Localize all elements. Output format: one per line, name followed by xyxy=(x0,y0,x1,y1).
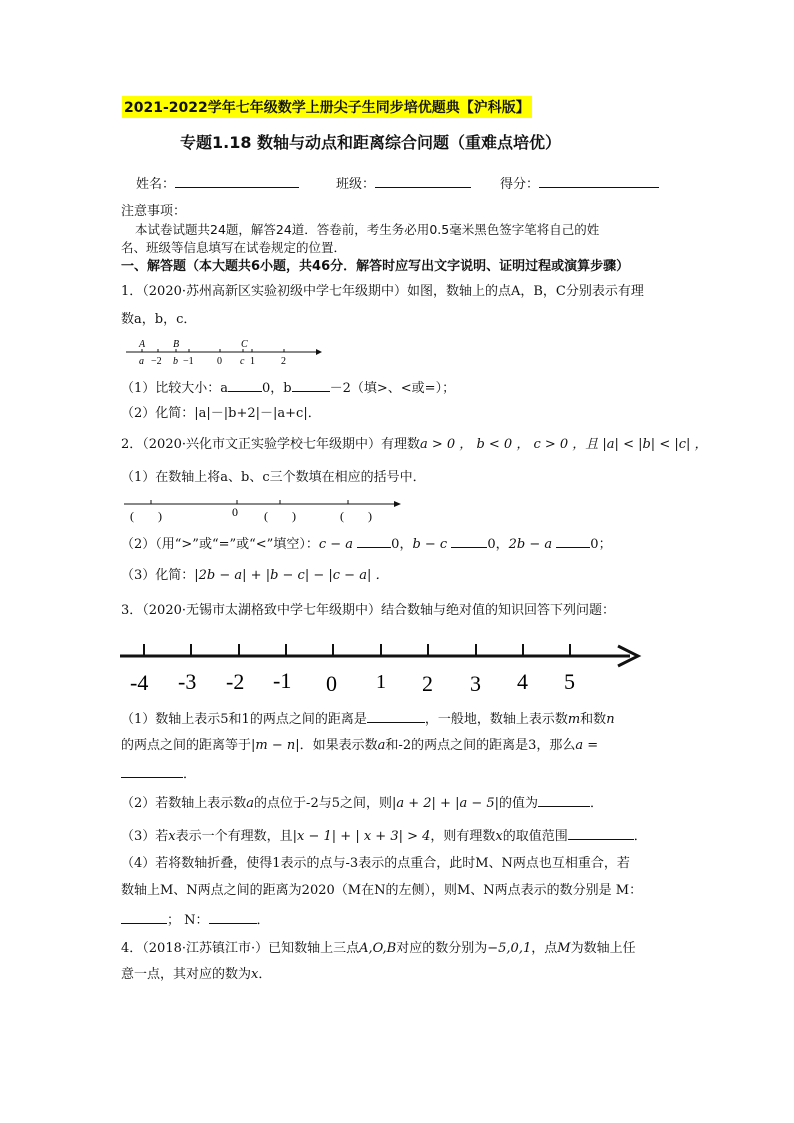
name-field[interactable] xyxy=(136,175,299,194)
q1-part-1: （1）比较大小：a 0，b －2（填>、<或=）； xyxy=(121,381,456,396)
q3-tick-1: 1 xyxy=(376,671,386,693)
q3-part-4-line-2: 数轴上M、N两点之间的距离为2020（M在N的左侧），则M、N两点表示的数分别是 M： xyxy=(121,883,643,898)
q2-part-1: （1）在数轴上将a、b、c三个数填在相应的括号中． xyxy=(121,470,426,485)
notes-line-2: 名、班级等信息填写在试卷规定的位置． xyxy=(121,240,347,255)
q3-tick-minus1: -1 xyxy=(273,668,292,693)
q3-blank-1[interactable] xyxy=(367,710,425,723)
q3-tick-3: 3 xyxy=(470,671,481,696)
q3-part-1-line-3: ． xyxy=(121,765,196,784)
q2-part-3: （3）化简：|2b − a| + |b − c| − |c − a| ． xyxy=(121,568,389,583)
q3-tick-0: 0 xyxy=(326,671,337,696)
q3-part-4-line-1: （4）若将数轴折叠，使得1表示的点与-3表示的点重合，此时M、N两点也互相重合，若 xyxy=(121,856,630,871)
q3-part-1-line-1: （1）数轴上表示5和1的两点之间的距离是 ，一般地，数轴上表示数m和数n xyxy=(121,712,615,727)
q3-part-2: （2）若数轴上表示数a的点位于-2与5之间，则|a + 2| + |a − 5|的值为 ． xyxy=(121,796,604,811)
q3-part-4-line-3: ； N： ． xyxy=(121,911,270,930)
q2-bracket-2[interactable]: ( ) xyxy=(264,509,296,523)
q2-blank-1[interactable] xyxy=(357,535,391,548)
q2-bracket-1[interactable]: ( ) xyxy=(130,509,162,523)
score-field[interactable] xyxy=(500,175,659,194)
q2-blank-2[interactable] xyxy=(451,535,487,548)
score-label: 得分： xyxy=(500,177,540,192)
q3-part-3: （3）若x表示一个有理数，且|x − 1| + | x + 3| > 4，则有理数x的取值范围 ． xyxy=(121,829,647,844)
page-title: 专题1.18 数轴与动点和距离综合问题（重难点培优） xyxy=(180,133,562,152)
q1-number-line xyxy=(120,336,325,370)
q4-stem-line-1: 4．（2018·江苏镇江市·）已知数轴上三点A,O,B对应的数分别为−5,0,1，点M为数轴上任 xyxy=(121,941,636,956)
q3-number-line xyxy=(118,638,646,698)
q1-stem-line-1: 1．（2020·苏州高新区实验初级中学七年级期中）如图，数轴上的点A，B，C分别表示有理 xyxy=(121,284,644,299)
q1-tick-2: 2 xyxy=(281,356,286,367)
q3-tick-minus4: -4 xyxy=(130,670,149,695)
series-title-highlight: 2021-2022学年七年级数学上册尖子生同步培优题典【沪科版】 xyxy=(122,96,532,118)
q3-blank-3[interactable] xyxy=(538,794,590,807)
class-label: 班级： xyxy=(336,177,376,192)
q3-stem: 3．（2020·无锡市太湖格致中学七年级期中）结合数轴与绝对值的知识回答下列问题： xyxy=(121,603,615,618)
notes-line-1: 本试卷试题共24题，解答24道．答卷前，考生务必用0.5毫米黑色签字笔将自己的姓 xyxy=(135,222,600,237)
section-heading: 一、解答题（本大题共6小题，共46分．解答时应写出文字说明、证明过程或演算步骤） xyxy=(121,259,630,274)
q1-tick-a: a xyxy=(139,356,144,367)
q4-stem-line-2: 意一点，其对应的数为x． xyxy=(121,967,272,982)
q2-blank-3[interactable] xyxy=(556,535,590,548)
q1-tick-minus2: −2 xyxy=(151,356,162,367)
q1-tick-c: c xyxy=(240,356,245,367)
q3-part-1-line-2: 的两点之间的距离等于|m − n|．如果表示数a和-2的两点之间的距离是3，那么a = xyxy=(121,738,599,753)
q1-tick-minus1: −1 xyxy=(183,356,194,367)
q1-blank-2[interactable] xyxy=(292,379,330,392)
q3-blank-5[interactable] xyxy=(121,911,167,924)
q3-tick-minus2: -2 xyxy=(226,669,245,694)
q1-stem-line-2: 数a，b，c． xyxy=(121,312,197,327)
q1-tick-1: 1 xyxy=(250,356,255,367)
q1-point-c-label: C xyxy=(241,339,248,350)
q3-tick-5: 5 xyxy=(564,669,575,694)
notes-heading: 注意事项： xyxy=(121,204,187,219)
q3-tick-minus3: -3 xyxy=(178,669,197,694)
q1-point-a-label: A xyxy=(139,339,146,350)
q1-blank-1[interactable] xyxy=(228,379,262,392)
q3-blank-4[interactable] xyxy=(568,827,634,840)
q1-point-b-label: B xyxy=(173,339,180,350)
q1-tick-0: 0 xyxy=(217,356,222,367)
name-label: 姓名： xyxy=(136,177,176,192)
q1-part-2: （2）化简：|a|－|b+2|－|a+c|． xyxy=(121,406,321,421)
q3-blank-6[interactable] xyxy=(209,911,257,924)
q2-number-line xyxy=(120,496,405,524)
q3-tick-4: 4 xyxy=(517,669,528,694)
q2-part-2: （2）（用“>”或“=”或“<”填空）：c − a 0，b − c 0，2b − a 0； xyxy=(121,537,612,552)
q2-tick-0: 0 xyxy=(232,505,238,519)
q2-stem: 2．（2020·兴化市文正实验学校七年级期中）有理数a > 0 ， b < 0 ， c > 0 ，且 |a| < |b| < |c| ， xyxy=(121,437,708,452)
q3-blank-2[interactable] xyxy=(121,765,183,778)
q3-tick-2: 2 xyxy=(422,671,433,696)
q1-tick-b: b xyxy=(173,356,178,367)
class-field[interactable] xyxy=(336,175,471,194)
q2-bracket-3[interactable]: ( ) xyxy=(340,509,372,523)
